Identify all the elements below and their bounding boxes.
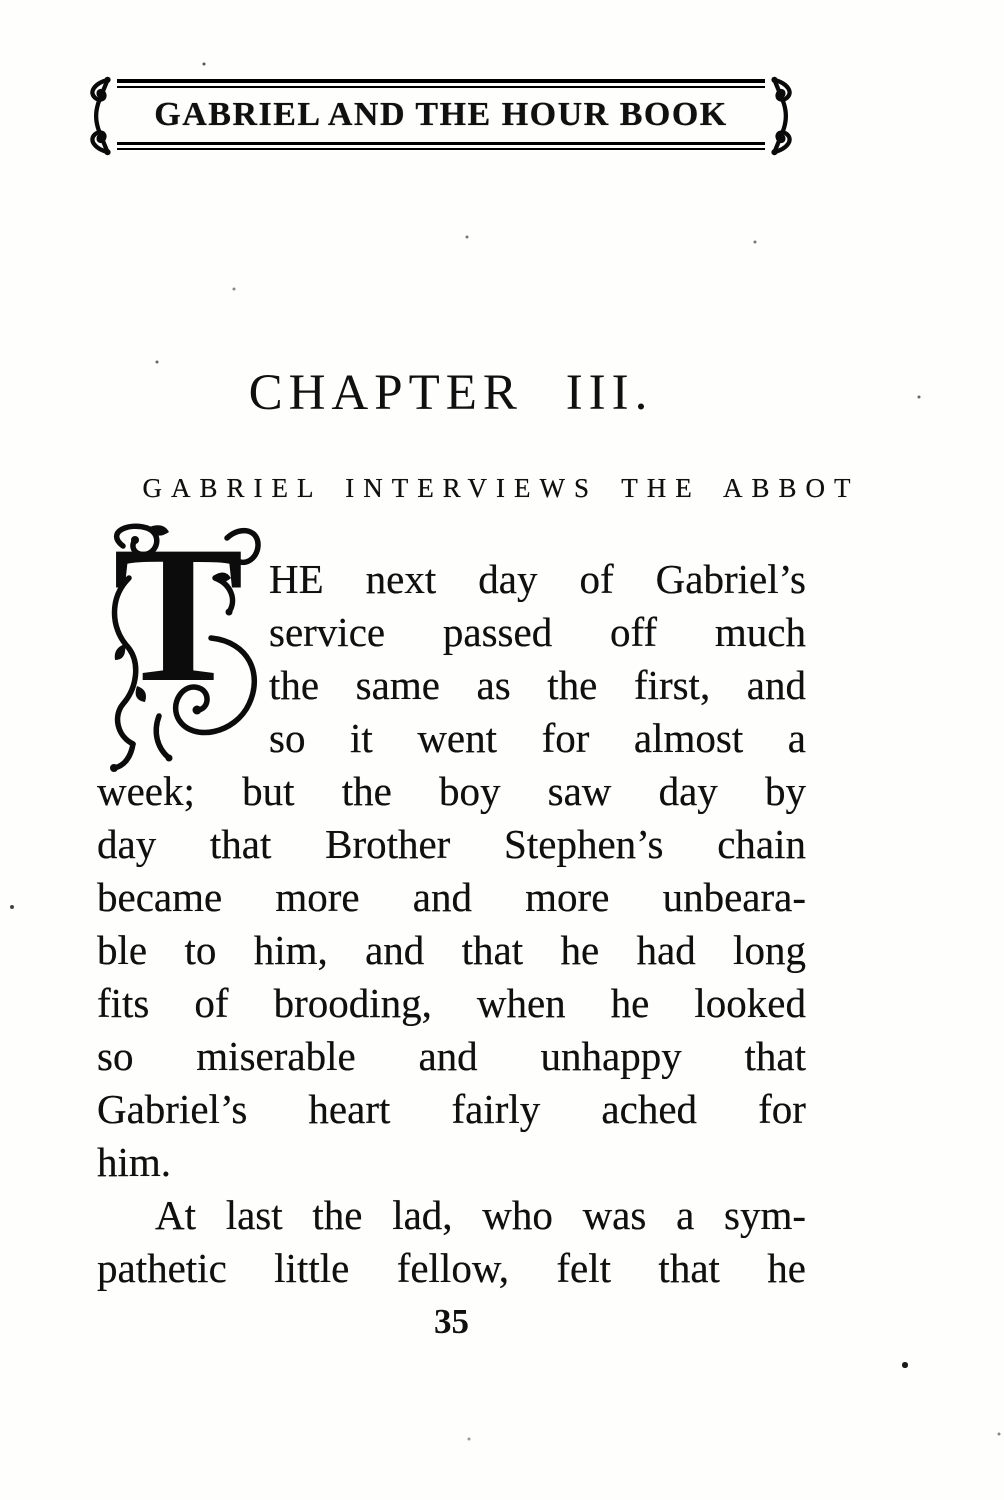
drop-cap-letter: T [113, 520, 244, 723]
banner-rule-top [117, 79, 765, 89]
banner-flourish-right-icon [768, 76, 798, 156]
text-line: became more and more unbeara- [97, 874, 806, 920]
text-line: so miserable and unhappy that [97, 1033, 806, 1079]
text-line: ble to him, and that he had long [97, 927, 806, 973]
chapter-heading: CHAPTER III. [248, 365, 654, 421]
paragraph1-indented-lines [269, 553, 806, 765]
text-line: service passed off much [269, 609, 806, 655]
text-line: week; but the boy saw day by [97, 768, 806, 814]
paragraph2-lines [97, 1189, 806, 1295]
scan-specks [0, 0, 2, 2]
text-line: pathetic little fellow, felt that he [97, 1245, 806, 1291]
text-line: him. [97, 1139, 172, 1185]
banner-rule-bottom [117, 142, 765, 151]
chapter-subheading: GABRIEL INTERVIEWS THE ABBOT [142, 473, 860, 503]
running-head-banner [84, 76, 798, 156]
page-number: 35 [434, 1302, 469, 1341]
banner-flourish-left-icon [84, 76, 114, 156]
running-head-title: GABRIEL AND THE HOUR BOOK [154, 96, 728, 134]
drop-cap-ornament [95, 520, 267, 774]
text-line: HE next day of Gabriel’s [269, 556, 806, 602]
text-line: Gabriel’s heart fairly ached for [97, 1086, 806, 1132]
text-line: the same as the first, and [269, 662, 806, 708]
text-line: day that Brother Stephen’s chain [97, 821, 806, 867]
text-line: so it went for almost a [269, 715, 806, 761]
paragraph1-full-lines [97, 765, 806, 1189]
banner-core [117, 76, 765, 156]
text-line: At last the lad, who was a sym- [155, 1192, 806, 1238]
text-line: fits of brooding, when he looked [97, 980, 806, 1026]
